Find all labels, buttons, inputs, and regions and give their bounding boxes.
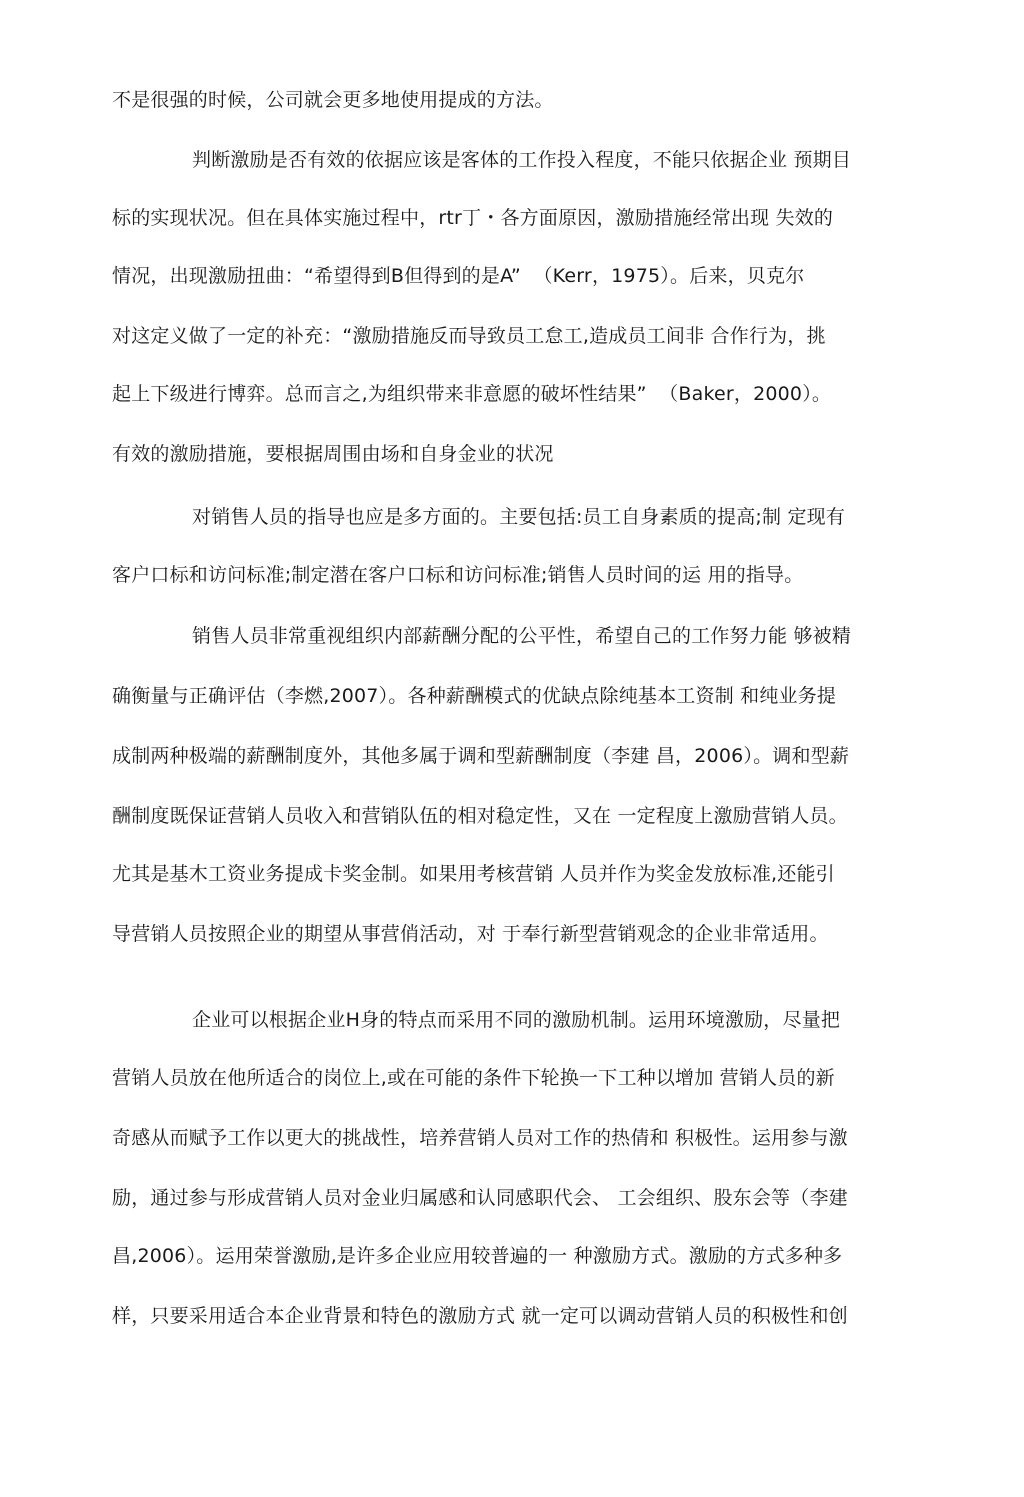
text-line: 对这定义做了一定的补充：“激励措施反而导致员工怠工,造成员工间非 合作行为，挑 [112, 325, 826, 347]
text-line: 成制两种极端的薪酬制度外，其他多属于调和型薪酬制度（李建 昌，2006）。调和型薪 [112, 745, 850, 767]
paragraph-first-line: 对销售人员的指导也应是多方面的。主要包括:员工自身素质的提高;制 定现有 [192, 506, 846, 528]
text-line: 客户口标和访问标准;制定潜在客户口标和访问标准;销售人员时间的运 用的指导。 [112, 564, 804, 586]
text-line: 标的实现状况。但在具体实施过程中，rtr丁・各方面原因，激励措施经常出现 失效的 [112, 207, 834, 229]
text-line: 昌,2006）。运用荣誉激励,是许多企业应用较普遍的一 种激励方式。激励的方式多种多 [112, 1245, 843, 1267]
paragraph-first-line: 判断激励是否有效的依据应该是客体的工作投入程度，不能只依据企业 预期目 [192, 149, 852, 171]
paragraph-first-line: 企业可以根据企业H身的特点而采用不同的激励机制。运用环境激励，尽量把 [192, 1009, 841, 1031]
text-line: 营销人员放在他所适合的岗位上,或在可能的条件下轮换一下工种以增加 营销人员的新 [112, 1067, 835, 1089]
text-line: 有效的激励措施，要根据周围由场和自身金业的状况 [112, 443, 554, 465]
text-line: 确衡量与正确评估（李燃,2007）。各种薪酬模式的优缺点除纯基本工资制 和纯业务提 [112, 685, 837, 707]
text-line: 奇感从而赋予工作以更大的挑战性，培养营销人员对工作的热倩和 积极性。运用参与激 [112, 1127, 848, 1149]
text-line: 尤其是基木工资业务提成卡奖金制。如果用考核营销 人员并作为奖金发放标准,还能引 [112, 863, 835, 885]
text-line: 情况，出现激励扭曲：“希望得到B但得到的是A” （Kerr，1975）。后来，贝克尔 [112, 265, 805, 287]
text-line: 导营销人员按照企业的期望从事营俏活动，对 于奉行新型营销观念的企业非常适用。 [112, 923, 829, 945]
text-line: 酬制度既保证营销人员收入和营销队伍的相对稳定性，又在 一定程度上激励营销人员。 [112, 805, 848, 827]
text-line: 不是很强的时候，公司就会更多地使用提成的方法。 [112, 89, 554, 111]
text-line: 样，只要采用适合本企业背景和特色的激励方式 就一定可以调动营销人员的积极性和创 [112, 1305, 848, 1327]
text-line: 起上下级进行博弈。总而言之,为组织带来非意愿的破坏性结果” （Baker，2000）。 [112, 383, 832, 405]
paragraph-first-line: 销售人员非常重视组织内部薪酬分配的公平性，希望自己的工作努力能 够被精 [192, 625, 852, 647]
text-line: 励，通过参与形成营销人员对金业归属感和认同感职代会、 工会组织、股东会等（李建 [112, 1187, 848, 1209]
